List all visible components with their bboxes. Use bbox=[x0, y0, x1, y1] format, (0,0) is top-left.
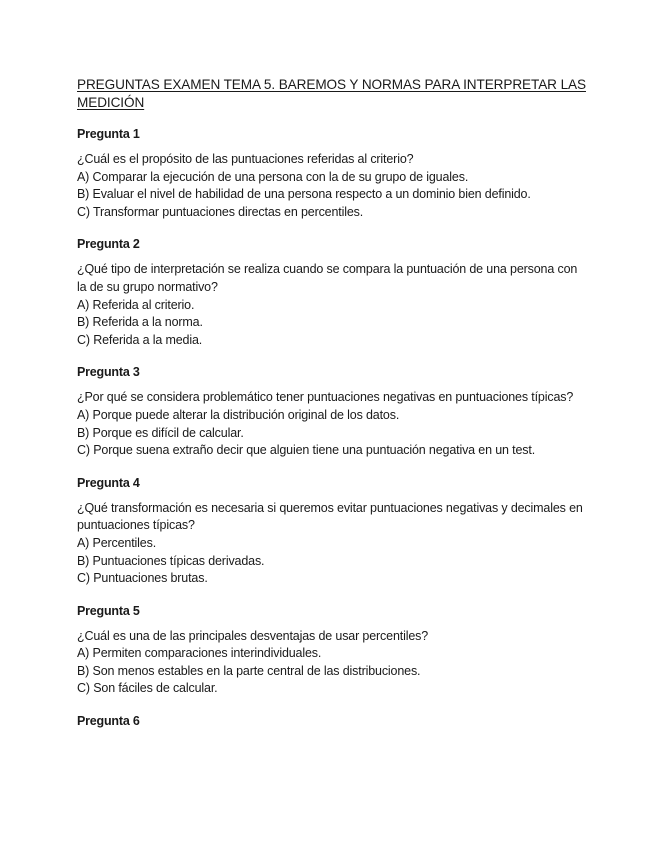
question-text: ¿Qué tipo de interpretación se realiza cuando se compara la puntuación de una persona con la de su grupo normativo? bbox=[77, 262, 578, 294]
option-a: A) Referida al criterio. bbox=[77, 297, 195, 312]
option-b: B) Referida a la norma. bbox=[77, 315, 203, 330]
question-heading: Pregunta 2 bbox=[77, 237, 140, 252]
option-c: C) Porque suena extraño decir que alguien tiene una puntuación negativa en un test. bbox=[77, 443, 536, 458]
option-c: C) Son fáciles de calcular. bbox=[77, 681, 218, 696]
question-heading: Pregunta 5 bbox=[77, 603, 140, 618]
option-b: B) Son menos estables en la parte central de las distribuciones. bbox=[77, 663, 421, 678]
option-c: C) Puntuaciones brutas. bbox=[77, 571, 208, 586]
option-b: B) Puntuaciones típicas derivadas. bbox=[77, 553, 265, 568]
question-4 bbox=[77, 475, 587, 588]
question-heading: Pregunta 3 bbox=[77, 365, 140, 380]
question-3 bbox=[77, 364, 587, 459]
question-5 bbox=[77, 603, 587, 698]
question-heading: Pregunta 4 bbox=[77, 475, 140, 490]
option-b: B) Evaluar el nivel de habilidad de una persona respecto a un dominio bien definido. bbox=[77, 187, 531, 202]
question-heading: Pregunta 6 bbox=[77, 714, 140, 729]
document-page bbox=[77, 76, 587, 745]
question-text: ¿Por qué se considera problemático tener puntuaciones negativas en puntuaciones típicas? bbox=[77, 390, 574, 405]
question-heading: Pregunta 1 bbox=[77, 127, 140, 141]
question-text: ¿Cuál es una de las principales desventajas de usar percentiles? bbox=[77, 628, 429, 643]
question-1 bbox=[77, 126, 587, 221]
question-text: ¿Cuál es el propósito de las puntuaciones referidas al criterio? bbox=[77, 152, 414, 166]
option-c: C) Transformar puntuaciones directas en percentiles. bbox=[77, 204, 364, 219]
option-a: A) Comparar la ejecución de una persona con la de su grupo de iguales. bbox=[77, 169, 469, 184]
question-6 bbox=[77, 713, 587, 730]
option-a: A) Permiten comparaciones interindividuales. bbox=[77, 646, 322, 661]
document-title: PREGUNTAS EXAMEN TEMA 5. BAREMOS Y NORMAS PARA INTERPRETAR LAS MEDICIÓN bbox=[77, 77, 586, 110]
option-c: C) Referida a la media. bbox=[77, 332, 203, 347]
option-b: B) Porque es difícil de calcular. bbox=[77, 425, 244, 440]
option-a: A) Porque puede alterar la distribución original de los datos. bbox=[77, 407, 400, 422]
question-text: ¿Qué transformación es necesaria si queremos evitar puntuaciones negativas y decimales en puntuaciones típicas? bbox=[77, 500, 583, 533]
question-2 bbox=[77, 236, 587, 349]
option-a: A) Percentiles. bbox=[77, 535, 157, 550]
